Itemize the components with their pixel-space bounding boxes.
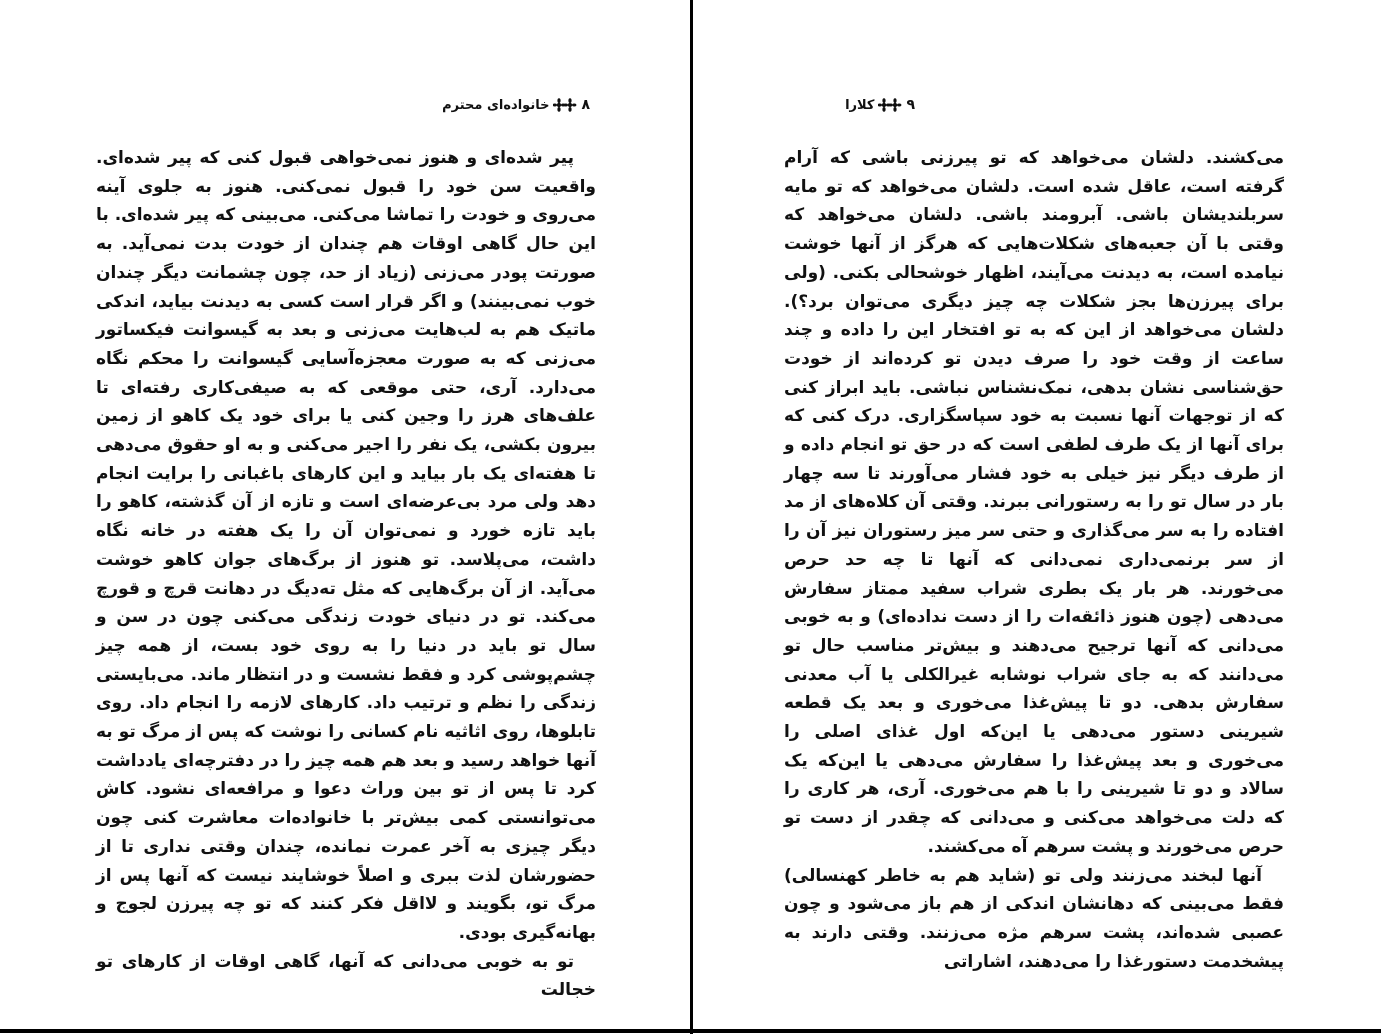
right-paragraph-2: آنها لبخند می‌زنند ولی تو (شاید هم به خاطر کهنسالی) فقط می‌بینی که دهانشان اندکی از هم باز می‌شود و چون عصبی شده‌اند، پشت سرهم مژه می‌زنند. وقتی دارند به پیشخدمت دستورغذا را می‌دهند، اشاراتی bbox=[784, 865, 1284, 972]
double-flower-ornament-icon bbox=[553, 98, 577, 112]
left-page bbox=[0, 0, 690, 1029]
right-paragraph-1: می‌کشند. دلشان می‌خواهد که تو پیرزنی باشی که آرام گرفته است، عاقل شده است. دلشان می‌خواهد که تو مایه سربلندیشان باشی. آبرومند باشی. دلشان می‌خواهد که وقتی با آن جعبه‌های شکلات‌هایی که هرگز از آنها خوشت نیامده است، به دیدنت می‌آیند، اظهار خوشحالی بکنی. (ولی برای پیرزن‌ها بجز شکلات چه چیز دیگری می‌توان برد؟). دلشان می‌خواهد از این که به تو افتخار این را داده و چند ساعت از وقت خود را صرف دیدن تو کرده‌اند از خودت حق‌شناسی نشان بدهی، نمک‌نشناس نباشی. باید ابراز کنی که از توجهات آنها نسبت به خود سپاسگزاری. درک کنی که برای آنها از یک طرف لطفی است که در حق تو انجام داده و از طرف دیگر نیز خیلی به خود فشار می‌آورند تا سه چهار بار در سال تو را به رستورانی ببرند. وقتی آن کلاه‌های از مد افتاده را به سر می‌گذاری و حتی سر میز رستوران نیز آن را از سر برنمی‌داری نمی‌دانی که آنها تا چه حد حرص می‌خورند. هر بار یک بطری شراب سفید ممتاز سفارش می‌دهی (چون هنوز ذائقه‌ات را از دست نداده‌ای) و به خوبی می‌دانی که آنها ترجیح می‌دهند و بیش‌تر مناسب حال تو می‌دانند که به جای شراب نوشابه غیرالکلی یا آب معدنی سفارش بدهی. دو تا پیش‌غذا می‌خوری و بعد یک قطعه شیرینی دستور می‌دهی یا این‌که اول غذای اصلی را می‌خوری و بعد پیش‌غذا را سفارش می‌دهی یا این‌که یک سالاد و دو تا شیرینی را با هم می‌خوری. آری، هر کاری را که دلت می‌خواهد می‌کنی و می‌دانی که چقدر از دست تو حرص می‌خورند و پشت سرهم آه می‌کشند. bbox=[784, 148, 1284, 857]
right-page-header bbox=[845, 97, 915, 113]
right-running-head: کلارا bbox=[845, 97, 875, 113]
left-page-body bbox=[96, 144, 596, 1005]
left-page-number: ۸ bbox=[581, 97, 590, 113]
left-running-head: خانواده‌ای محترم bbox=[442, 97, 550, 113]
left-paragraph-1: پیر شده‌ای و هنوز نمی‌خواهی قبول کنی که پیر شده‌ای. واقعیت سن خود را قبول نمی‌کنی. هنوز به جلوی آینه می‌روی و خودت را تماشا می‌کنی. می‌بینی که پیر شده‌ای. با این حال گاهی اوقات هم چندان از خودت بدت نمی‌آید. به صورتت پودر می‌زنی (زیاد از حد، چون چشمانت دیگر چندان خوب نمی‌بینند) و اگر قرار است کسی به دیدنت بیاید، اندکی ماتیک هم به لب‌هایت می‌زنی و بعد به گیسوانت فیکساتور می‌زنی که به صورت معجزه‌آسایی گیسوانت را محکم نگاه می‌دارد. آری، حتی موقعی که به صیفی‌کاری رفته‌ای تا علف‌های هرز را وجین کنی یا برای خود یک کاهو از زمین بیرون بکشی، یک نفر را اجیر می‌کنی و به او حقوق می‌دهی تا هفته‌ای یک بار بیاید و این کارهای باغبانی را برایت انجام دهد ولی مرد بی‌عرضه‌ای است و تازه از آن گذشته، کاهو را باید تازه خورد و نمی‌توان آن را یک هفته در خانه نگاه داشت، می‌پلاسد. تو هنوز از برگ‌های جوان کاهو خوشت می‌آید. از آن برگ‌هایی که مثل ته‌دیگ در دهانت قرچ و قورچ می‌کند. تو در دنیای خودت زندگی می‌کنی چون در سن و سال تو باید در دنیا را به روی خود بست، از همه چیز چشم‌پوشی کرد و فقط نشست و در انتظار ماند. می‌بایستی زندگی را نظم و ترتیب داد. کارهای لازمه را انجام داد. روی تابلوها، روی اثاثیه نام کسانی را نوشت که پس از مرگ تو به آنها خواهد رسید و بعد هم همه چیز را در دفترچه‌ای یادداشت کرد تا پس از تو بین وراث دعوا و مرافعه‌ای نشود. کاش می‌توانستی کمی بیش‌تر با خانواده‌ات معاشرت کنی چون دیگر چیزی به آخر عمرت نمانده، چندان وقتی نداری تا از حضورشان لذت ببری و اصلاً خوشایند نیست که آنها پس از مرگ تو، بگویند و لااقل فکر کنند که تو چه پیرزن لجوج و بهانه‌گیری بودی. bbox=[96, 148, 596, 943]
left-page-header bbox=[442, 97, 590, 113]
bottom-border bbox=[0, 1029, 1381, 1033]
left-paragraph-2: تو به خوبی می‌دانی که آنها، گاهی اوقات از کارهای تو خجالت bbox=[96, 951, 596, 1001]
right-page bbox=[693, 0, 1381, 1029]
right-page-body bbox=[784, 144, 1284, 976]
right-page-number: ۹ bbox=[906, 97, 915, 113]
double-flower-ornament-icon bbox=[878, 98, 902, 112]
